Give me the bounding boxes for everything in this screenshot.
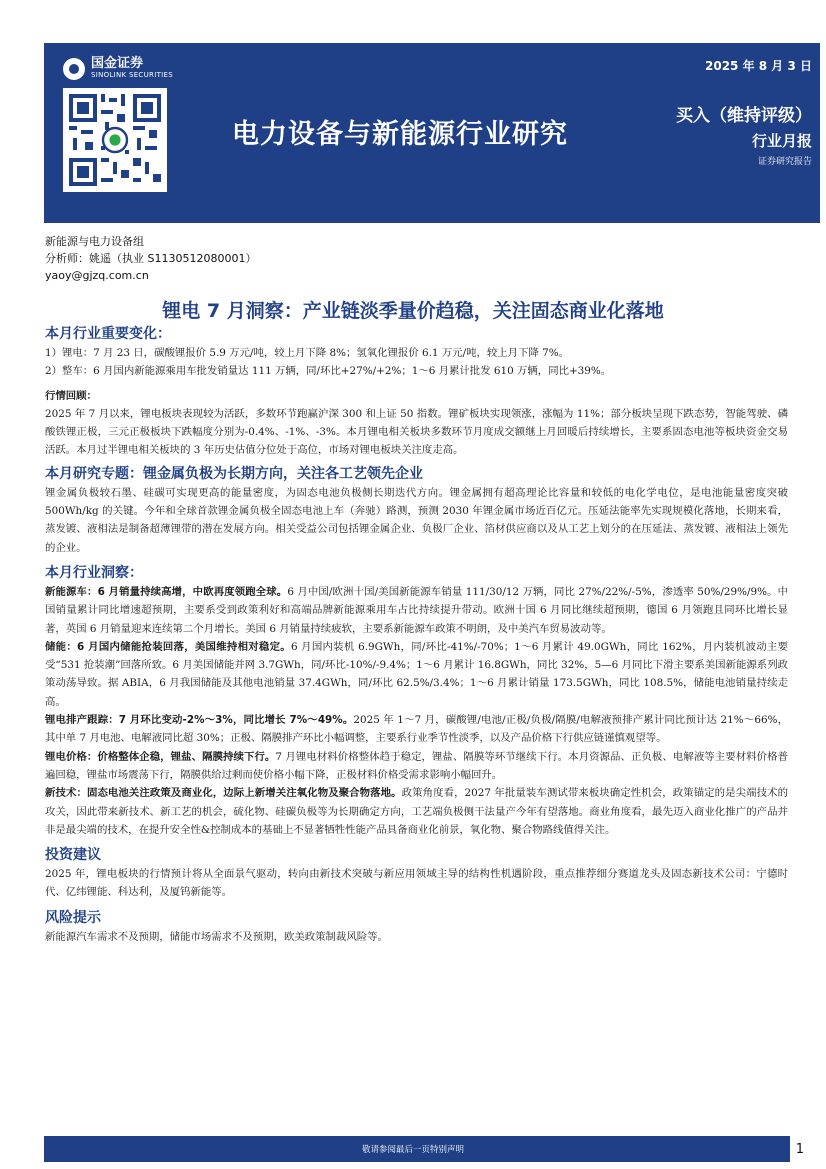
report-subtype: 证券研究报告 — [757, 157, 812, 167]
brand-logo-icon — [63, 58, 85, 80]
production-body: 2025 年 1～7 月，碳酸锂/电池/正极/负极/隔膜/电解液预排产累计同比预计达 21%～66%，其中单 7 月电池、电解液同比超 30%；正极、隔膜排产环比小幅调整，主要系行业季节性淡季，以及产品价格下行供应链谨慎观望等。 — [45, 714, 788, 745]
tech-paragraph — [45, 784, 788, 839]
ess-body: 6 月国内装机 6.9GWh，同/环比-41%/-70%；1～6 月累计 49.0GWh，同比 162%，月内装机波动主要受“531 抢装潮”回落所致。6 月美国储能并网 3.7GWh，同/环比-10%/-9.4%；1～6 月累计 16.8GWh，同比 32%，5—6 月同比下滑主要系美国新能源系列政策动荡导致。据 ABIA，6 月我国储能及其他电池销量 37.4GWh，同/环比 62.5%/3.4%；1～6 月累计销量 173.5GWh，同比 108.5%，储能电池销量持续走高。 — [45, 640, 788, 708]
topic-paragraph: 锂金属负极较石墨、硅碳可实现更高的能量密度，为固态电池负极侧长期迭代方向。锂金属拥有超高理论比容量和较低的电化学电位，是电池能量密度突破 500Wh/kg 的关键。今年和全球首款锂金属负极全固态电池上车（奔驰）路测，预测 2030 年锂金属市场近百亿元。压延法能率先实现规模化落地，长期来看，蒸发镀、液相法是制备超薄锂带的潜在发展方向。相关受益公司包括锂金属企业、负极厂企业、箔材供应商以及从工艺上划分的在压延法、蒸发镀、液相法上领先的企业。 — [45, 486, 788, 554]
risk-paragraph: 新能源汽车需求不及预期，储能市场需求不及预期，欧美政策制裁风险等。 — [45, 930, 388, 943]
rating-label: 买入（维持评级） — [676, 106, 812, 126]
section-heading-changes: 本月行业重要变化： — [45, 326, 171, 342]
section-heading-insight: 本月行业洞察： — [45, 564, 143, 581]
analyst-name: 分析师：姚遥（执业 S1130512080001） — [45, 252, 257, 265]
report-body — [45, 324, 788, 946]
price-paragraph — [45, 748, 788, 785]
report-type: 行业月报 — [751, 132, 812, 150]
ess-paragraph — [45, 638, 788, 711]
brand-logo — [63, 57, 173, 80]
production-lead: 锂电排产跟踪：7 月环比变动-2%～3%，同比增长 7%～49%。 — [45, 714, 354, 727]
ev-lead: 新能源车：6 月销量持续高增，中欧再度领跑全球。 — [45, 585, 288, 598]
production-paragraph — [45, 711, 788, 748]
invest-paragraph: 2025 年，锂电板块的行情预计将从全面景气驱动，转向由新技术突破与新应用领域主导的结构性机遇阶段，重点推荐细分赛道龙头及固态新技术公司：宁德时代、亿纬锂能、科达利，及厦钨新能等。 — [45, 868, 788, 899]
page-number: 1 — [795, 1142, 804, 1157]
tech-lead: 新技术：固态电池关注政策及商业化，边际上新增关注氧化物及聚合物落地。 — [45, 787, 402, 800]
report-title: 锂电 7 月洞察：产业链淡季量价趋稳，关注固态商业化落地 — [162, 300, 664, 322]
review-paragraph: 2025 年 7 月以来，锂电板块表现较为活跃，多数环节跑赢沪深 300 和上证 50 指数。锂矿板块实现领涨，涨幅为 11%；部分板块呈现下跌态势，智能驾驶、磷酸铁锂正极，三元正极板块下跌幅度分别为-0.4%、-1%、-3%。本月锂电相关板块多数环节月度成交额继上月回暖后持续增长，主要系固态电池等板块资金交易活跃。本月过半锂电相关板块的 3 年历史估值分位处于高位，市场对锂电板块关注度走高。 — [45, 407, 788, 457]
section-heading-invest: 投资建议 — [45, 847, 101, 864]
brand-name-en: SINOLINK SECURITIES — [91, 71, 173, 79]
review-heading: 行情回顾： — [45, 389, 97, 402]
ev-body: 6 月中国/欧洲十国/美国新能源车销量 111/30/12 万辆，同比 27%/22%/-5%，渗透率 50%/29%/9%。中国销量累计同比增速超预期，主要系受到政策利好和高端品牌新能源乘用车占比持续提升带动。欧洲十国 6 月同比继续超预期，德国 6 月领跑且同环比增长显著，英国 6 月销量迎来连续第二个月增长。美国 6 月销量持续疲软，主要系新能源车政策不明朗，及中美汽车贸易波动等。 — [45, 585, 788, 635]
author-info — [45, 233, 256, 284]
qr-code-icon — [63, 88, 167, 192]
changes-item-1: 1）锂电：7 月 23 日，碳酸锂报价 5.9 万元/吨，较上月下降 8%；氢氧化锂报价 6.1 万元/吨，较上月下降 7%。 — [45, 347, 570, 359]
footer-disclaimer: 敬请参阅最后一页特别声明 — [361, 1145, 464, 1155]
section-heading-risk: 风险提示 — [45, 909, 101, 926]
analyst-email[interactable]: yaoy@gjzq.com.cn — [45, 269, 149, 282]
tech-body: 政策角度看，2027 年批量装车测试带来板块确定性机会，政策锚定的是尖端技术的攻关，因此带来新技术、新工艺的机会，硫化物、硅碳负极等为长期确定方向，工艺端负极侧干法量产今年有望落地。商业角度看，最先迈入商业化推广的产品并非是最尖端的技术，在提升安全性&控制成本的基础上不显著牺牲性能产品具备商业化前景，氧化物、聚合物路线值得关注。 — [45, 787, 788, 836]
ess-lead: 储能：6 月国内储能抢装回落，美国维持相对稳定。 — [45, 640, 291, 653]
team-name: 新能源与电力设备组 — [45, 235, 144, 248]
brand-name-cn: 国金证券 — [91, 56, 144, 71]
ev-paragraph — [45, 583, 788, 638]
section-heading-topic: 本月研究专题：锂金属负极为长期方向，关注各工艺领先企业 — [45, 465, 423, 482]
price-lead: 锂电价格：价格整体企稳，锂盐、隔膜持续下行。 — [45, 750, 276, 763]
report-date: 2025 年 8 月 3 日 — [705, 59, 812, 73]
changes-item-2: 2）整车：6 月国内新能源乘用车批发销量达 111 万辆，同/环比+27%/+2%；1～6 月累计批发 610 万辆，同比+39%。 — [45, 365, 612, 378]
price-body: 7 月锂电材料价格整体趋于稳定，锂盐、隔膜等环节继续下行。本月资源品、正负极、电解液等主要材料价格普遍回稳，锂盐市场震荡下行，隔膜供给过剩而使价格小幅下降，正极材料价格受需求影响小幅回升。 — [45, 750, 788, 781]
industry-title: 电力设备与新能源行业研究 — [232, 119, 568, 150]
